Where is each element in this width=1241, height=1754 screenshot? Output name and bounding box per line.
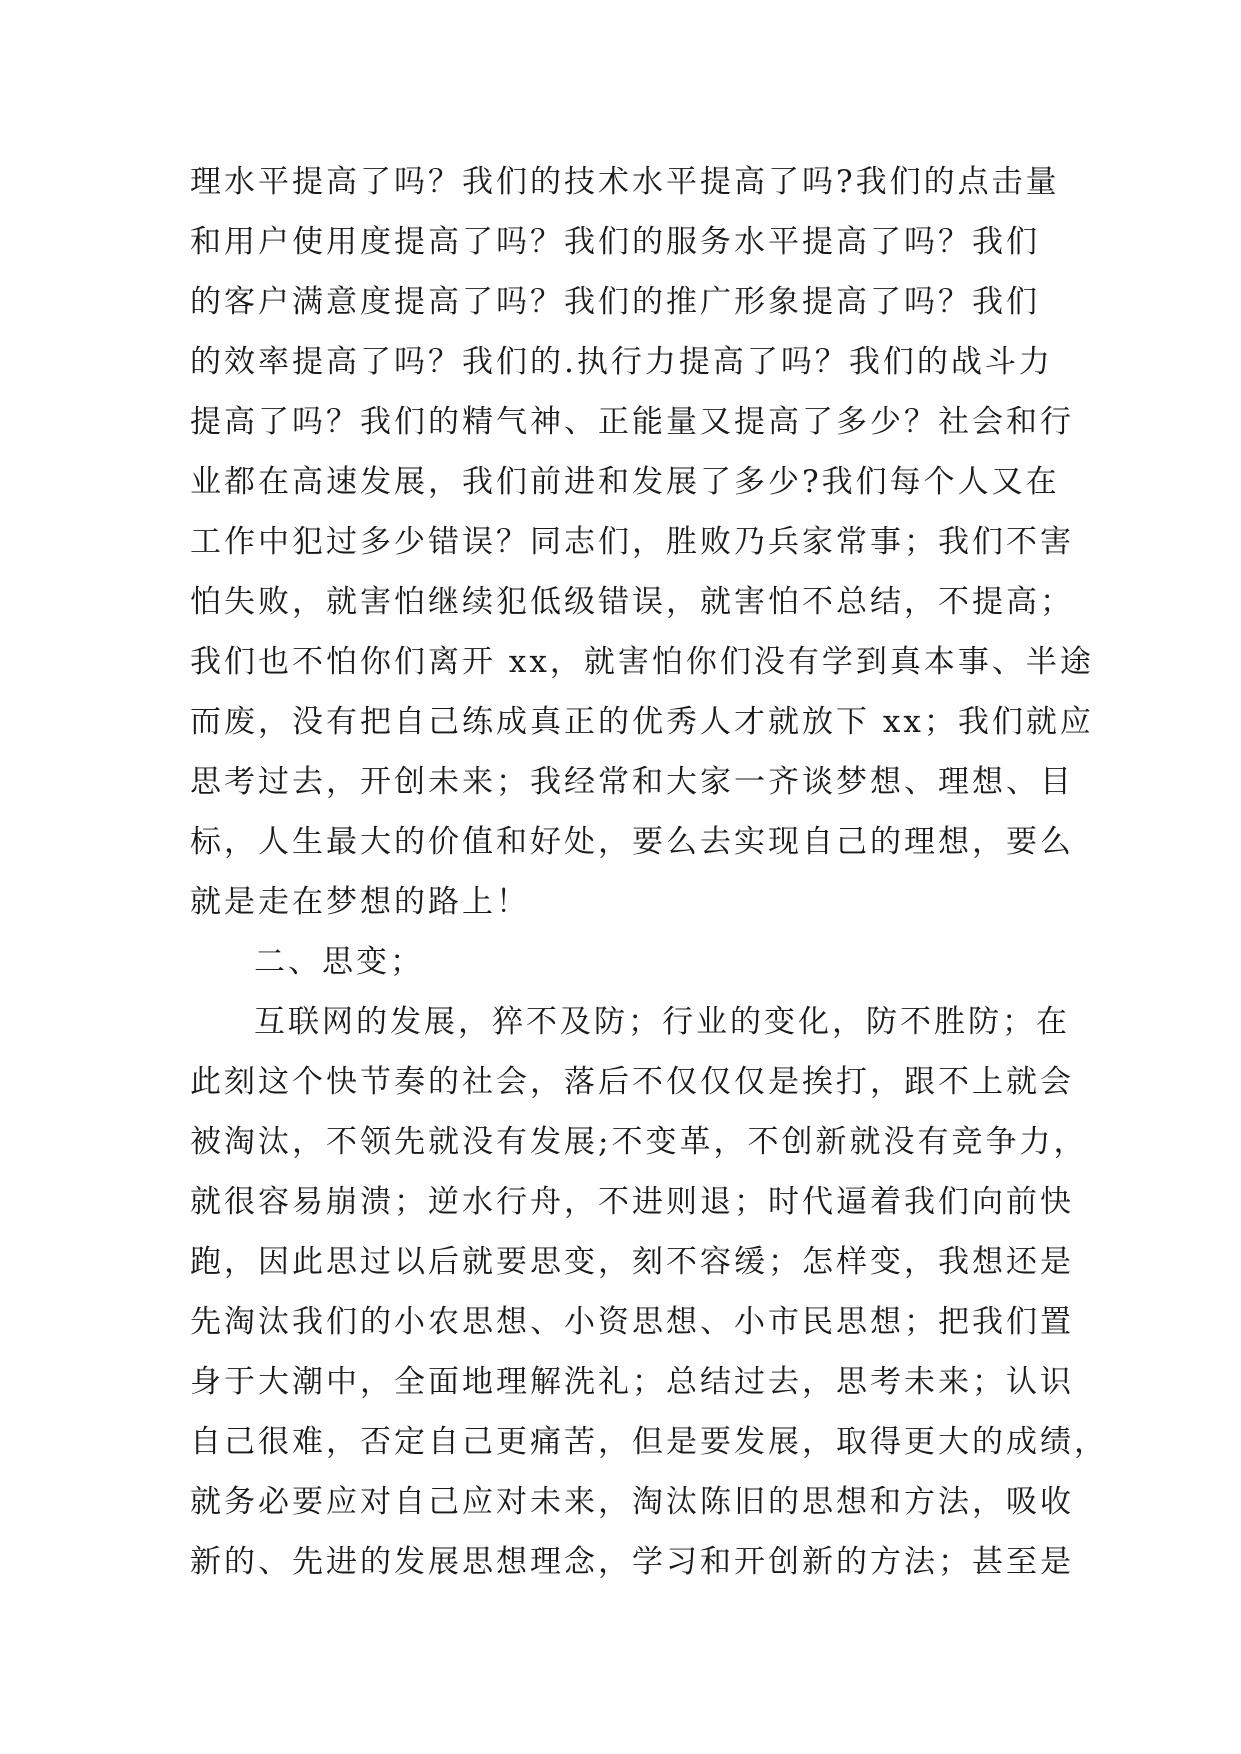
text-line: 跑，因此思过以后就要思变，刻不容缓；怎样变，我想还是 (190, 1244, 1074, 1280)
text-line: 的效率提高了吗？我们的.执行力提高了吗？我们的战斗力 (190, 344, 1053, 380)
text-line: 先淘汰我们的小农思想、小资思想、小市民思想；把我们置 (190, 1304, 1074, 1340)
text-line: 新的、先进的发展思想理念，学习和开创新的方法；甚至是 (190, 1544, 1074, 1580)
text-line: 身于大潮中，全面地理解洗礼；总结过去，思考未来；认识 (190, 1364, 1074, 1400)
text-line: 怕失败，就害怕继续犯低级错误，就害怕不总结，不提高； (190, 584, 1074, 620)
text-line: 和用户使用度提高了吗？我们的服务水平提高了吗？我们 (190, 224, 1040, 260)
paragraph-first-line: 互联网的发展，猝不及防；行业的变化，防不胜防；在 (254, 1004, 1070, 1040)
text-line: 我们也不怕你们离开 xx，就害怕你们没有学到真本事、半途 (190, 644, 1094, 680)
text-line: 就务必要应对自己应对未来，淘汰陈旧的思想和方法，吸收 (190, 1484, 1074, 1520)
text-line: 提高了吗？我们的精气神、正能量又提高了多少？社会和行 (190, 404, 1074, 440)
text-line: 就很容易崩溃；逆水行舟，不进则退；时代逼着我们向前快 (190, 1184, 1074, 1220)
text-line: 此刻这个快节奏的社会，落后不仅仅仅是挨打，跟不上就会 (190, 1064, 1074, 1100)
section-heading: 二、思变； (254, 944, 424, 980)
text-line: 就是走在梦想的路上！ (190, 884, 530, 920)
text-line: 工作中犯过多少错误？同志们，胜败乃兵家常事；我们不害 (190, 524, 1074, 560)
text-line: 理水平提高了吗？我们的技术水平提高了吗?我们的点击量 (190, 164, 1060, 200)
text-line: 自己很难，否定自己更痛苦，但是要发展，取得更大的成绩， (190, 1424, 1108, 1460)
text-line: 思考过去，开创未来；我经常和大家一齐谈梦想、理想、目 (190, 764, 1074, 800)
text-line: 而废，没有把自己练成真正的优秀人才就放下 xx；我们就应 (190, 704, 1094, 740)
text-line: 的客户满意度提高了吗？我们的推广形象提高了吗？我们 (190, 284, 1040, 320)
text-line: 被淘汰，不领先就没有发展;不变革，不创新就没有竞争力， (190, 1124, 1088, 1160)
text-line: 标，人生最大的价值和好处，要么去实现自己的理想，要么 (190, 824, 1074, 860)
text-line: 业都在高速发展，我们前进和发展了多少?我们每个人又在 (190, 464, 1060, 500)
body-text (190, 152, 1108, 1592)
